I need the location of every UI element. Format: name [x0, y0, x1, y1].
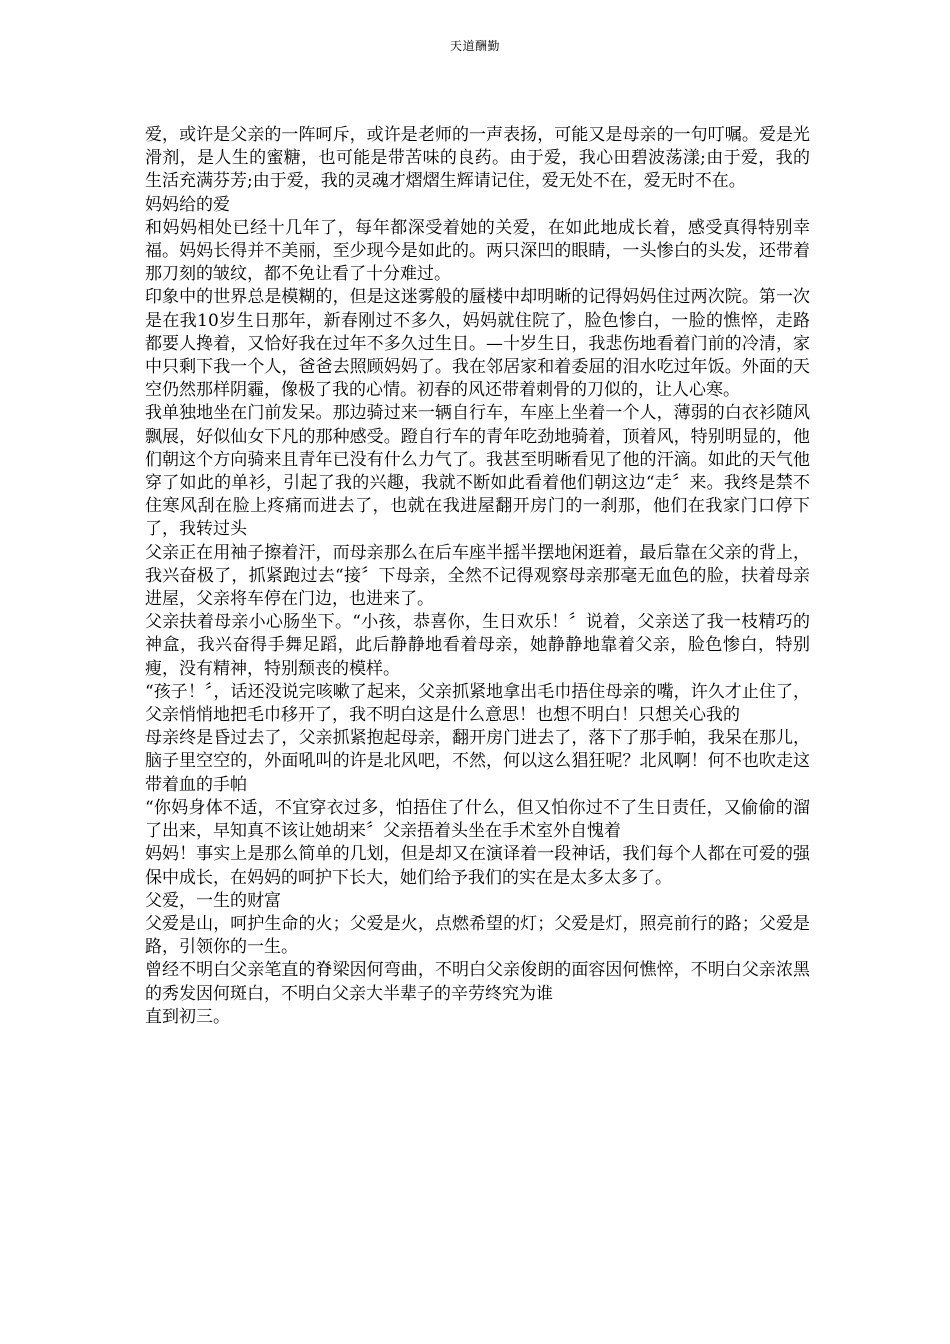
paragraph: 父亲正在用袖子擦着汗，而母亲那么在后车座半摇半摆地闲逛着，最后靠在父亲的背上，我兴奋极了，抓紧跑过去“接〞下母亲，全然不记得观察母亲那毫无血色的脸，扶着母亲进屋，父亲将车停在门边，也进来了。: [145, 542, 810, 610]
document-body: [145, 124, 810, 1029]
paragraph: 爱，或许是父亲的一阵呵斥，或许是老师的一声表扬，可能又是母亲的一句叮嘱。爱是光滑剂，是人生的蜜糖，也可能是带苦味的良药。由于爱，我心田碧波荡漾;由于爱，我的生活充满芬芳;由于爱，我的灵魂才熠熠生辉请记住，爱无处不在，爱无时不在。: [145, 125, 810, 192]
paragraph: 我单独地坐在门前发呆。那边骑过来一辆自行车，车座上坐着一个人，薄弱的白衣衫随风飘展，好似仙女下凡的那种感受。蹬自行车的青年吃劲地骑着，顶着风，特别明显的，他们朝这个方向骑来且青年已没有什么力气了。我甚至明晰看见了他的汗滴。如此的天气他穿了如此的单衫，引起了我的兴趣，我就不断如此看着他们朝这边“走〞来。我终是禁不住寒风刮在脸上疼痛而进去了，也就在我进屋翻开房门的一刹那，他们在我家门口停下了，我转过头: [145, 403, 810, 540]
paragraph: “你妈身体不适，不宜穿衣过多，怕捂住了什么，但又怕你过不了生日责任，又偷偷的溜了出来，早知真不该让她胡来〞父亲捂着头坐在手术室外自愧着: [145, 797, 810, 842]
section-heading: 妈妈给的爱: [145, 194, 230, 215]
paragraph: “孩子！〞，话还没说完咳嗽了起来，父亲抓紧地拿出毛巾捂住母亲的嘴，许久才止住了，父亲悄悄地把毛巾移开了，我不明白这是什么意思！也想不明白！只想关心我的: [145, 681, 810, 726]
paragraph: 印象中的世界总是模糊的，但是这迷雾般的蜃楼中却明晰的记得妈妈住过两次院。第一次是在我10岁生日那年，新春刚过不多久，妈妈就住院了，脸色惨白，一脸的憔悴，走路都要人搀着，又恰好我在过年不多久过生日。—十岁生日，我悲伤地看着门前的冷清，家中只剩下我一个人，爸爸去照顾妈妈了。我在邻居家和着委屈的泪水吃过年饭。外面的天空仍然那样阴霾，像极了我的心情。初春的风还带着刺骨的刀似的，让人心寒。: [145, 287, 810, 401]
paragraph: 曾经不明白父亲笔直的脊梁因何弯曲，不明白父亲俊朗的面容因何憔悴，不明白父亲浓黑的秀发因何斑白，不明白父亲大半辈子的辛劳终究为谁: [145, 960, 810, 1004]
paragraph: 父亲扶着母亲小心肠坐下。“小孩，恭喜你，生日欢乐！〞说着，父亲送了我一枝精巧的神盒，我兴奋得手舞足蹈，此后静静地看着母亲，她静静地靠着父亲，脸色惨白，特别瘦，没有精神，特别颓丧的模样。: [145, 612, 810, 679]
paragraph: 父爱是山，呵护生命的火；父爱是火，点燃希望的灯；父爱是灯，照亮前行的路；父爱是路，引领你的一生。: [145, 913, 810, 958]
paragraph: 妈妈！事实上是那么简单的几划，但是却又在演译着一段神话，我们每个人都在可爱的强保中成长，在妈妈的呵护下长大，她们给予我们的实在是太多太多了。: [145, 844, 810, 888]
paragraph: 和妈妈相处已经十几年了，每年都深受着她的关爱，在如此地成长着，感受真得特别幸福。妈妈长得并不美丽，至少现今是如此的。两只深凹的眼睛，一头惨白的头发，还带着那刀刻的皱纹，都不免让看了十分难过。: [145, 217, 810, 285]
paragraph: 母亲终是昏过去了，父亲抓紧抱起母亲，翻开房门进去了，落下了那手帕，我呆在那儿，脑子里空空的，外面吼叫的许是北风吧，不然，何以这么猖狂呢？北风啊！何不也吹走这带着血的手帕: [145, 728, 810, 795]
paragraph: 直到初三。: [145, 1006, 230, 1027]
section-heading: 父爱，一生的财富: [145, 890, 281, 911]
page-header: 天道酬勤: [449, 39, 500, 53]
